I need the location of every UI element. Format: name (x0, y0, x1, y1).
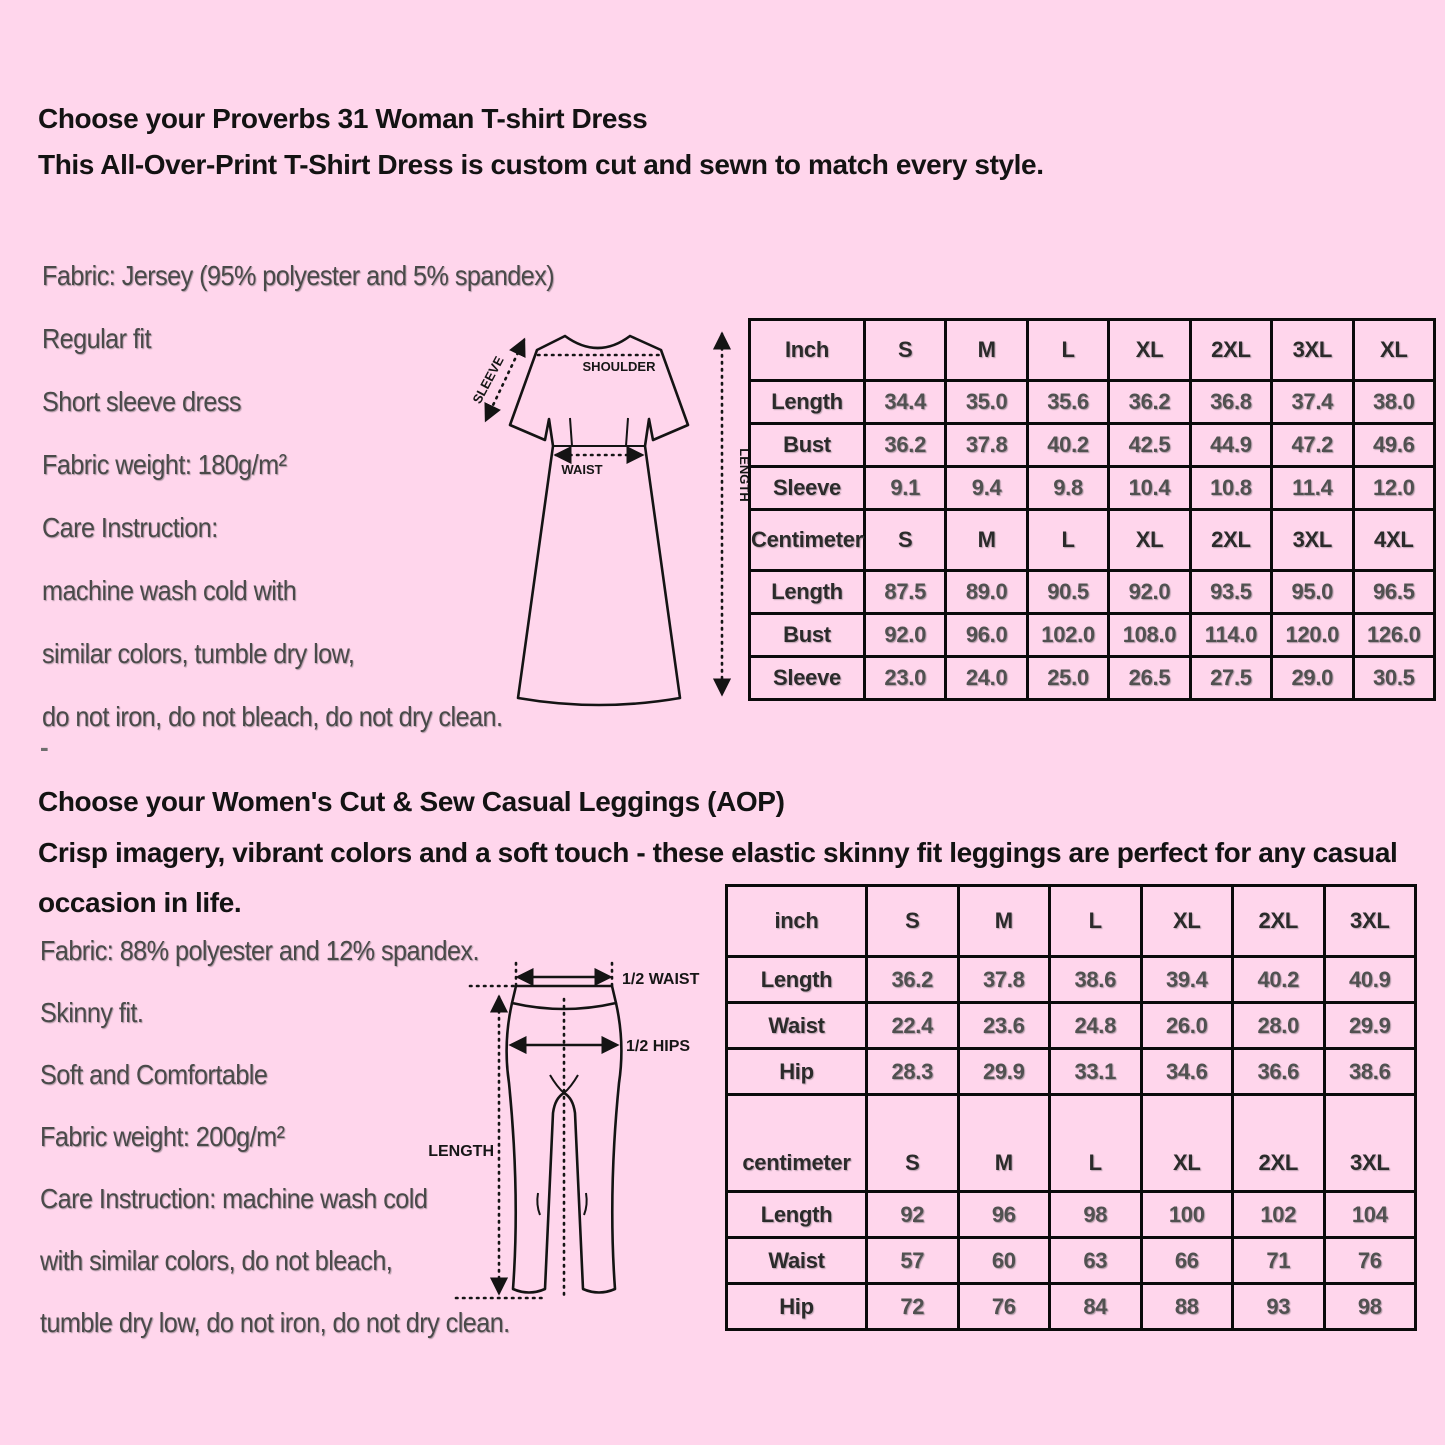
table-row (727, 1284, 1416, 1330)
table-header-cell: M (946, 320, 1027, 381)
table-header-cell: Length (750, 571, 865, 614)
table-cell: 57 (867, 1238, 959, 1284)
table-header-cell: 4XL (1353, 510, 1434, 571)
table-cell: 36.8 (1190, 381, 1271, 424)
table-header-cell: 3XL (1324, 1095, 1416, 1192)
table-header-cell: L (1050, 1095, 1142, 1192)
table-header-cell: XL (1353, 320, 1434, 381)
table-cell: 34.4 (865, 381, 946, 424)
dress-subtitle: This All-Over-Print T-Shirt Dress is custom cut and sewn to match every style. (38, 149, 1044, 180)
dress-spec-fabric: Fabric: Jersey (95% polyester and 5% spandex) (42, 260, 555, 291)
table-header-cell: L (1027, 510, 1108, 571)
table-header-cell: centimeter (727, 1095, 867, 1192)
table-cell: 39.4 (1141, 957, 1233, 1003)
table-cell: 84 (1050, 1284, 1142, 1330)
table-cell: 11.4 (1272, 467, 1353, 510)
dress-spec-care-1: Care Instruction: (42, 512, 218, 543)
table-cell: 92.0 (1109, 571, 1190, 614)
table-cell: 26.5 (1109, 657, 1190, 700)
table-header-cell: S (867, 886, 959, 957)
table-cell: 96.0 (946, 614, 1027, 657)
dress-size-table (748, 318, 1436, 701)
table-cell: 29.0 (1272, 657, 1353, 700)
table-header-cell: M (958, 886, 1050, 957)
table-row (727, 957, 1416, 1003)
leggings-size-table (725, 884, 1417, 1331)
table-header-cell: XL (1141, 1095, 1233, 1192)
table-row (727, 1095, 1416, 1192)
table-cell: 76 (1324, 1238, 1416, 1284)
table-cell: 93 (1233, 1284, 1325, 1330)
leggings-title: Choose your Women's Cut & Sew Casual Leggings (AOP) (38, 786, 785, 817)
table-cell: 66 (1141, 1238, 1233, 1284)
table-cell: 114.0 (1190, 614, 1271, 657)
dress-darts (570, 418, 628, 446)
table-header-cell: S (867, 1095, 959, 1192)
leggings-spec-fabric: Fabric: 88% polyester and 12% spandex. (40, 935, 479, 966)
table-cell: 60 (958, 1238, 1050, 1284)
leggings-measurement-diagram (400, 953, 720, 1345)
table-header-cell: Bust (750, 424, 865, 467)
leggings-right-leg (564, 1003, 621, 1293)
table-row (750, 467, 1435, 510)
table-cell: 89.0 (946, 571, 1027, 614)
dress-outline (510, 336, 688, 705)
table-header-cell: 3XL (1272, 510, 1353, 571)
table-cell: 108.0 (1109, 614, 1190, 657)
table-cell: 71 (1233, 1238, 1325, 1284)
table-header-cell: S (865, 510, 946, 571)
table-cell: 24.0 (946, 657, 1027, 700)
table-header-cell: 2XL (1233, 1095, 1325, 1192)
table-cell: 30.5 (1353, 657, 1434, 700)
dress-spec-care-2: machine wash cold with (42, 575, 297, 606)
table-cell: 36.2 (865, 424, 946, 467)
leggings-length-label: LENGTH (428, 1143, 494, 1160)
table-cell: 9.8 (1027, 467, 1108, 510)
table-header-cell: Centimeter (750, 510, 865, 571)
table-header-cell: XL (1141, 886, 1233, 957)
table-header-cell: Length (727, 957, 867, 1003)
table-cell: 95.0 (1272, 571, 1353, 614)
table-cell: 9.1 (865, 467, 946, 510)
table-row (750, 571, 1435, 614)
table-row (750, 657, 1435, 700)
table-header-cell: Bust (750, 614, 865, 657)
table-cell: 40.9 (1324, 957, 1416, 1003)
table-cell: 47.2 (1272, 424, 1353, 467)
table-cell: 37.8 (946, 424, 1027, 467)
table-cell: 120.0 (1272, 614, 1353, 657)
table-cell: 63 (1050, 1238, 1142, 1284)
table-cell: 38.0 (1353, 381, 1434, 424)
table-header-cell: Sleeve (750, 467, 865, 510)
table-header-cell: 3XL (1272, 320, 1353, 381)
waist-label: WAIST (561, 462, 603, 477)
table-row (750, 510, 1435, 571)
table-cell: 29.9 (1324, 1003, 1416, 1049)
table-cell: 88 (1141, 1284, 1233, 1330)
table-cell: 36.6 (1233, 1049, 1325, 1095)
table-header-cell: Hip (727, 1284, 867, 1330)
table-header-cell: Waist (727, 1003, 867, 1049)
table-cell: 96 (958, 1192, 1050, 1238)
table-cell: 126.0 (1353, 614, 1434, 657)
table-row (750, 614, 1435, 657)
table-cell: 35.6 (1027, 381, 1108, 424)
table-cell: 98 (1324, 1284, 1416, 1330)
table-cell: 26.0 (1141, 1003, 1233, 1049)
dress-title: Choose your Proverbs 31 Woman T-shirt Dress (38, 103, 648, 134)
table-header-cell: 3XL (1324, 886, 1416, 957)
shoulder-label: SHOULDER (582, 359, 656, 374)
table-header-cell: Inch (750, 320, 865, 381)
table-header-cell: 2XL (1190, 320, 1271, 381)
table-row (750, 320, 1435, 381)
dress-length-label: LENGTH (737, 448, 752, 502)
table-cell: 98 (1050, 1192, 1142, 1238)
dress-measurement-diagram (452, 320, 752, 712)
table-row (727, 886, 1416, 957)
table-row (750, 381, 1435, 424)
table-row (750, 424, 1435, 467)
table-cell: 102 (1233, 1192, 1325, 1238)
table-cell: 10.4 (1109, 467, 1190, 510)
half-waist-label: 1/2 WAIST (622, 971, 700, 988)
table-cell: 23.0 (865, 657, 946, 700)
dress-spec-fit: Regular fit (42, 323, 151, 354)
table-cell: 104 (1324, 1192, 1416, 1238)
table-cell: 38.6 (1324, 1049, 1416, 1095)
table-cell: 10.8 (1190, 467, 1271, 510)
table-cell: 40.2 (1027, 424, 1108, 467)
table-cell: 87.5 (865, 571, 946, 614)
table-cell: 44.9 (1190, 424, 1271, 467)
table-cell: 96.5 (1353, 571, 1434, 614)
table-cell: 102.0 (1027, 614, 1108, 657)
table-cell: 33.1 (1050, 1049, 1142, 1095)
table-header-cell: 2XL (1190, 510, 1271, 571)
table-header-cell: L (1027, 320, 1108, 381)
table-cell: 35.0 (946, 381, 1027, 424)
table-row (727, 1049, 1416, 1095)
table-cell: 22.4 (867, 1003, 959, 1049)
dress-spec-care-4: do not iron, do not bleach, do not dry clean. (42, 701, 503, 732)
table-header-cell: L (1050, 886, 1142, 957)
table-cell: 28.3 (867, 1049, 959, 1095)
dress-spec-weight: Fabric weight: 180g/m² (42, 449, 287, 480)
table-row (727, 1192, 1416, 1238)
table-cell: 34.6 (1141, 1049, 1233, 1095)
table-cell: 49.6 (1353, 424, 1434, 467)
table-row (727, 1238, 1416, 1284)
table-header-cell: 2XL (1233, 886, 1325, 957)
table-header-cell: M (946, 510, 1027, 571)
table-cell: 37.8 (958, 957, 1050, 1003)
leggings-left-leg (507, 1003, 564, 1293)
table-cell: 24.8 (1050, 1003, 1142, 1049)
table-cell: 37.4 (1272, 381, 1353, 424)
table-header-cell: XL (1109, 510, 1190, 571)
table-cell: 9.4 (946, 467, 1027, 510)
table-cell: 72 (867, 1284, 959, 1330)
stray-dash: - (40, 732, 49, 762)
sleeve-label: SLEEVE (469, 353, 507, 407)
table-cell: 90.5 (1027, 571, 1108, 614)
leggings-spec-fit: Skinny fit. (40, 997, 144, 1028)
leggings-spec-care-3: tumble dry low, do not iron, do not dry clean. (40, 1307, 510, 1338)
table-header-cell: Length (750, 381, 865, 424)
table-cell: 92.0 (865, 614, 946, 657)
table-header-cell: inch (727, 886, 867, 957)
leggings-spec-soft: Soft and Comfortable (40, 1059, 268, 1090)
table-cell: 38.6 (1050, 957, 1142, 1003)
half-hips-label: 1/2 HIPS (626, 1038, 691, 1055)
table-cell: 100 (1141, 1192, 1233, 1238)
table-header-cell: XL (1109, 320, 1190, 381)
table-row (727, 1003, 1416, 1049)
leggings-subtitle-1: Crisp imagery, vibrant colors and a soft touch - these elastic skinny fit leggings are perfect for any casual (38, 837, 1398, 868)
table-header-cell: S (865, 320, 946, 381)
leggings-subtitle-2: occasion in life. (38, 887, 242, 918)
table-header-cell: M (958, 1095, 1050, 1192)
table-cell: 36.2 (867, 957, 959, 1003)
table-cell: 92 (867, 1192, 959, 1238)
table-header-cell: Hip (727, 1049, 867, 1095)
table-cell: 76 (958, 1284, 1050, 1330)
table-cell: 23.6 (958, 1003, 1050, 1049)
table-header-cell: Waist (727, 1238, 867, 1284)
table-cell: 93.5 (1190, 571, 1271, 614)
table-header-cell: Length (727, 1192, 867, 1238)
leggings-spec-care-1: Care Instruction: machine wash cold (40, 1183, 428, 1214)
table-cell: 28.0 (1233, 1003, 1325, 1049)
table-cell: 29.9 (958, 1049, 1050, 1095)
dress-spec-care-3: similar colors, tumble dry low, (42, 638, 355, 669)
table-cell: 42.5 (1109, 424, 1190, 467)
leggings-spec-weight: Fabric weight: 200g/m² (40, 1121, 285, 1152)
leggings-spec-care-2: with similar colors, do not bleach, (40, 1245, 393, 1276)
table-header-cell: Sleeve (750, 657, 865, 700)
table-cell: 40.2 (1233, 957, 1325, 1003)
table-cell: 12.0 (1353, 467, 1434, 510)
table-cell: 27.5 (1190, 657, 1271, 700)
dress-spec-sleeve: Short sleeve dress (42, 386, 241, 417)
waist-guide-lines (516, 963, 612, 987)
table-cell: 36.2 (1109, 381, 1190, 424)
table-cell: 25.0 (1027, 657, 1108, 700)
